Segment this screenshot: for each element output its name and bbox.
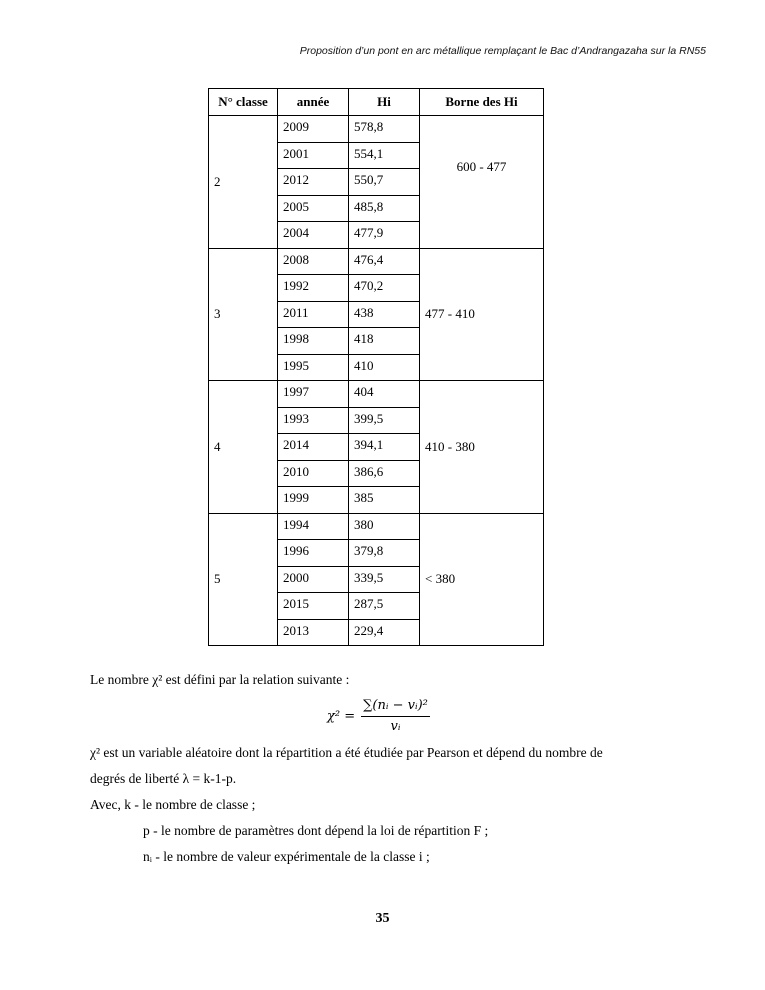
cell-hi: 379,8 (349, 540, 420, 567)
cell-annee: 1998 (278, 328, 349, 355)
table-header-row (209, 89, 544, 116)
page-number: 35 (375, 911, 390, 926)
cell-borne: 600 - 477 (420, 116, 544, 249)
cell-hi: 418 (349, 328, 420, 355)
cell-hi: 476,4 (349, 248, 420, 275)
cell-classe: 3 (209, 248, 278, 381)
cell-annee: 2004 (278, 222, 349, 249)
table-body (209, 116, 544, 646)
table-row (209, 513, 544, 540)
cell-annee: 2005 (278, 195, 349, 222)
cell-classe: 2 (209, 116, 278, 249)
cell-hi: 477,9 (349, 222, 420, 249)
cell-annee: 2014 (278, 434, 349, 461)
cell-hi: 386,6 (349, 460, 420, 487)
cell-classe: 5 (209, 513, 278, 646)
cell-annee: 1992 (278, 275, 349, 302)
cell-hi: 410 (349, 354, 420, 381)
col-header-annee: année (278, 89, 349, 116)
cell-hi: 438 (349, 301, 420, 328)
formula-fraction (361, 698, 430, 734)
formula-numerator: ∑(nᵢ − vᵢ)² (361, 698, 430, 717)
cell-hi: 229,4 (349, 619, 420, 646)
cell-hi: 550,7 (349, 169, 420, 196)
cell-hi: 287,5 (349, 593, 420, 620)
cell-borne: < 380 (420, 513, 544, 646)
intro-text: Le nombre χ² est défini par la relation suivante : (90, 672, 350, 687)
cell-hi: 385 (349, 487, 420, 514)
cell-hi: 404 (349, 381, 420, 408)
col-header-hi: Hi (349, 89, 420, 116)
formula-denominator: vᵢ (390, 719, 401, 734)
flood-class-table (208, 88, 544, 646)
definition-p: p - le nombre de paramètres dont dépend la loi de répartition F ; (143, 823, 489, 838)
cell-hi: 394,1 (349, 434, 420, 461)
paragraph-line-1: χ² est un variable aléatoire dont la répartition a été étudiée par Pearson et dépend du nombre de (90, 745, 603, 760)
cell-annee: 1997 (278, 381, 349, 408)
avec-line: Avec, k - le nombre de classe ; (90, 797, 256, 812)
cell-annee: 1996 (278, 540, 349, 567)
cell-annee: 2010 (278, 460, 349, 487)
running-header: Proposition d’un pont en arc métallique remplaçant le Bac d’Andrangazaha sur la RN55 (299, 45, 706, 57)
table-row (209, 248, 544, 275)
table-row (209, 116, 544, 143)
cell-hi: 578,8 (349, 116, 420, 143)
cell-borne: 410 - 380 (420, 381, 544, 514)
cell-hi: 380 (349, 513, 420, 540)
col-header-borne: Borne des Hi (420, 89, 544, 116)
cell-annee: 1994 (278, 513, 349, 540)
paragraph-line-2: degrés de liberté λ = k-1-p. (90, 771, 237, 786)
cell-hi: 470,2 (349, 275, 420, 302)
cell-borne: 477 - 410 (420, 248, 544, 381)
cell-classe: 4 (209, 381, 278, 514)
cell-annee: 2009 (278, 116, 349, 143)
cell-annee: 1993 (278, 407, 349, 434)
cell-annee: 2015 (278, 593, 349, 620)
table-row (209, 381, 544, 408)
cell-hi: 399,5 (349, 407, 420, 434)
definition-n: nᵢ - le nombre de valeur expérimentale de la classe i ; (143, 849, 430, 864)
cell-annee: 2013 (278, 619, 349, 646)
cell-annee: 1999 (278, 487, 349, 514)
cell-annee: 2000 (278, 566, 349, 593)
chi-square-formula (327, 698, 430, 734)
cell-annee: 1995 (278, 354, 349, 381)
cell-annee: 2008 (278, 248, 349, 275)
col-header-classe: N° classe (209, 89, 278, 116)
cell-hi: 554,1 (349, 142, 420, 169)
cell-hi: 485,8 (349, 195, 420, 222)
cell-annee: 2011 (278, 301, 349, 328)
cell-annee: 2001 (278, 142, 349, 169)
cell-annee: 2012 (278, 169, 349, 196)
formula-lhs: χ² = (327, 708, 356, 724)
cell-hi: 339,5 (349, 566, 420, 593)
